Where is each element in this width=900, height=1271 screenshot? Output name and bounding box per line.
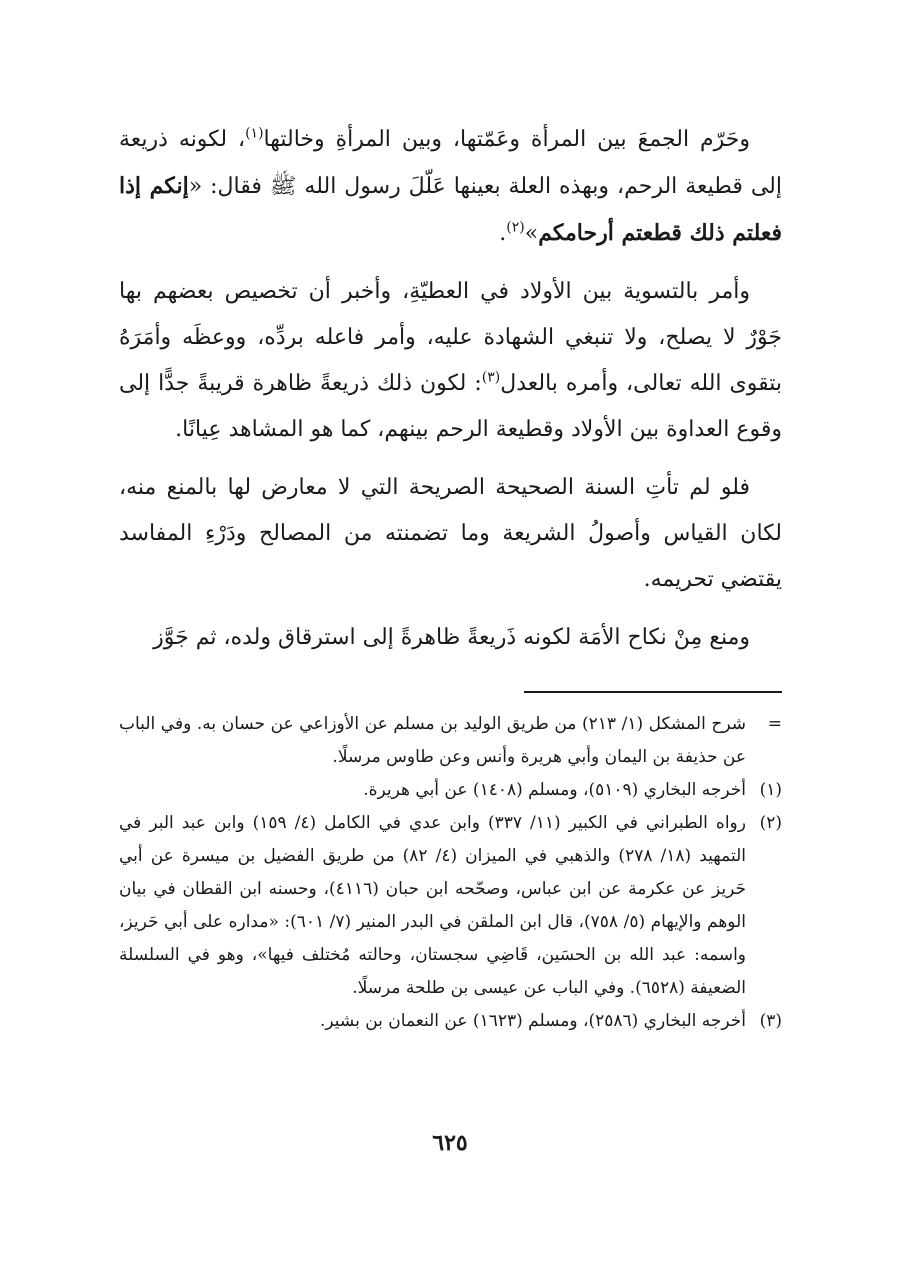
footnote-mark: (٢) (759, 813, 782, 833)
page-number: ٦٢٥ (432, 1130, 468, 1156)
footnote-mark: (٣) (759, 1011, 782, 1031)
paragraph-text: ، لكونه ذريعة إلى قطيعة الرحم، وبهذه العلة بعينها عَلّلَ رسول الله ﷺ فقال: « (119, 127, 782, 199)
footnote-text: شرح المشكل (١/ ٢١٣) من طريق الوليد بن مسلم عن الأوزاعي عن حسان به. وفي الباب عن حذيفة بن اليمان وأبي هريرة وأنس وعن طاوس مرسلًا. (119, 714, 746, 767)
paragraph-4: ومنع مِنْ نكاح الأمَة لكونه ذَريعةً ظاهرةً إلى استرقاق ولده، ثم جَوَّز (153, 625, 750, 650)
paragraph-text: » (524, 221, 539, 246)
footnote-2 (119, 807, 782, 1005)
hadith-quote: إنكم إذا فعلتم ذلك قطعتم أرحامكم (119, 173, 782, 246)
paragraph-2 (119, 269, 782, 453)
paragraph-1 (119, 117, 782, 257)
footnote-continuation (119, 708, 782, 774)
footnotes (119, 708, 782, 1038)
footnote-text: أخرجه البخاري (٢٥٨٦)، ومسلم (١٦٢٣) عن النعمان بن بشير. (320, 1011, 746, 1031)
paragraph-text: . (499, 221, 507, 246)
footnote-ref-1[interactable]: (١) (245, 125, 264, 142)
footnote-mark: (١) (759, 780, 782, 800)
footnote-text: أخرجه البخاري (٥١٠٩)، ومسلم (١٤٠٨) عن أبي هريرة. (363, 780, 746, 800)
footnote-separator (524, 691, 782, 693)
footnote-3 (119, 1005, 782, 1038)
main-text (119, 117, 782, 673)
footnote-1 (119, 774, 782, 807)
paragraph-text: وأمر بالتسوية بين الأولاد في العطيّةِ، وأخبر أن تخصيص بعضهم بها جَوْرٌ لا يصلح، ولا تنبغي الشهادة عليه، وأمر فاعله بردِّه، ووعظَه وأمَرَهُ بتقوى الله تعالى، وأمره بالعدل (119, 279, 782, 396)
paragraph-3: فلو لم تأتِ السنة الصحيحة الصريحة التي لا معارض لها بالمنع منه، لكان القياس وأصولُ الشريعة وما تضمنته من المصالح ودَرْءِ المفاسد يقتضي تحريمه. (119, 475, 782, 592)
footnote-text: رواه الطبراني في الكبير (١١/ ٣٣٧) وابن عدي في الكامل (٤/ ١٥٩) وابن عبد البر في التمهيد (١٨/ ٢٧٨) والذهبي في الميزان (٤/ ٨٢) من طريق الفضيل بن ميسرة عن أبي حَريز عن عكرمة عن ابن عباس، وصحّحه ابن حبان (٤١١٦)، وحسنه ابن القطان في بيان الوهم والإيهام (٥/ ٧٥٨)، قال ابن الملقن في البدر المنير (٧/ ٦٠١): «مداره على أبي حَريز، واسمه: عبد الله بن الحسَين، قَاضِي سجستان، وحالته مُختلف فيها»، وهو في السلسلة الضعيفة (٦٥٢٨). وفي الباب عن عيسى بن طلحة مرسلًا. (119, 813, 746, 998)
paragraph-text: : لكون ذلك ذريعةً ظاهرة قريبةً جدًّا إلى وقوع العداوة بين الأولاد وقطيعة الرحم بينهم، كما هو المشاهد عِيانًا. (119, 371, 782, 442)
paragraph-text: وحَرّم الجمعَ بين المرأة وعَمّتها، وبين المرأةِ وخالتها (263, 127, 750, 152)
footnote-ref-3[interactable]: (٣) (481, 369, 501, 386)
footnote-mark: = (767, 714, 782, 734)
footnote-ref-2[interactable]: (٢) (506, 219, 525, 236)
